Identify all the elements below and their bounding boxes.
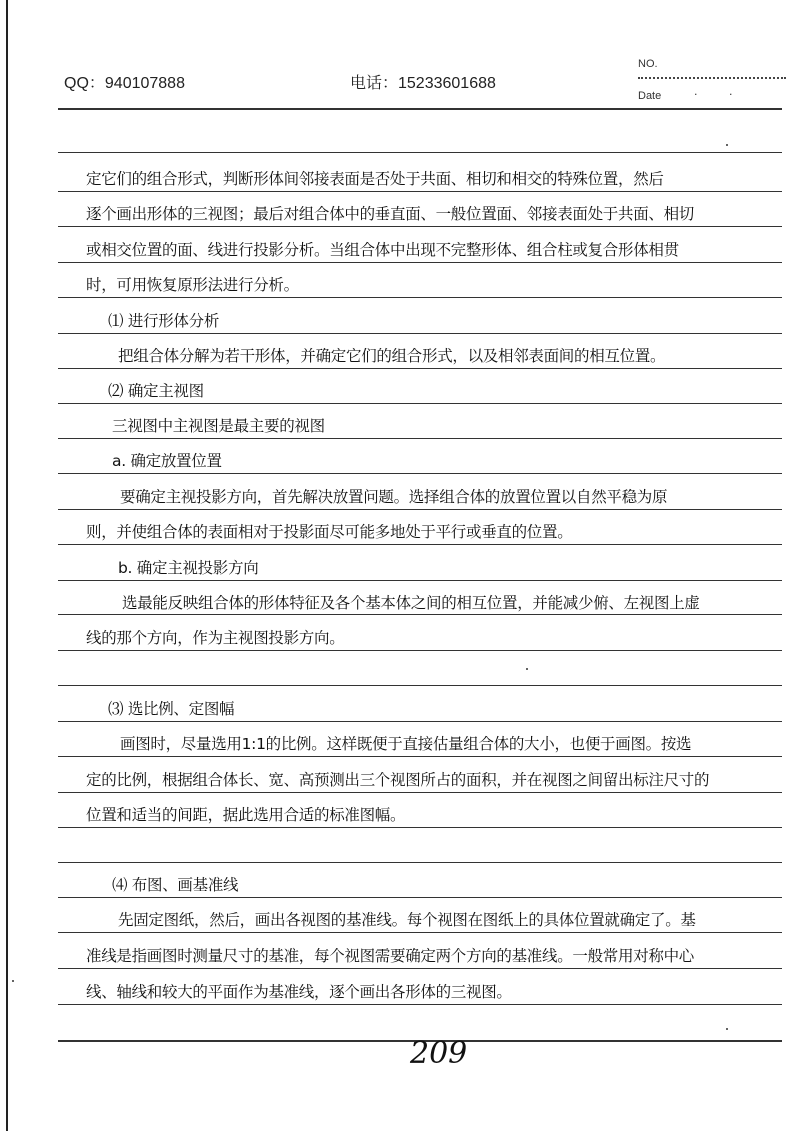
section-heading: ⑷ 布图、画基准线 <box>112 876 239 894</box>
ruled-line <box>58 897 782 898</box>
ruled-line <box>58 262 782 263</box>
ruled-line <box>58 862 782 863</box>
scan-speck <box>12 980 14 982</box>
text-line: 线的那个方向，作为主视图投影方向。 <box>86 629 345 647</box>
text-line: 时，可用恢复原形法进行分析。 <box>86 276 299 294</box>
ruled-line <box>58 792 782 793</box>
ruled-line <box>58 544 782 545</box>
text-line: 准线是指画图时测量尺寸的基准，每个视图需要确定两个方向的基准线。一般常用对称中心 <box>86 947 695 965</box>
text-line: 则，并使组合体的表面相对于投影面尽可能多地处于平行或垂直的位置。 <box>86 523 573 541</box>
section-heading: ⑶ 选比例、定图幅 <box>108 700 235 718</box>
text-line: 定它们的组合形式，判断形体间邻接表面是否处于共面、相切和相交的特殊位置，然后 <box>86 170 664 188</box>
subsection-heading: a. 确定放置位置 <box>112 452 222 470</box>
ruled-line <box>58 1004 782 1005</box>
phone-contact: 电话：15233601688 <box>350 75 496 92</box>
scan-speck <box>726 144 728 146</box>
ruled-line <box>58 152 782 153</box>
text-line: 定的比例，根据组合体长、宽、高预测出三个视图所占的面积，并在视图之间留出标注尺寸的 <box>86 771 710 789</box>
text-line: 把组合体分解为若干形体，并确定它们的组合形式，以及相邻表面间的相互位置。 <box>118 347 666 365</box>
ruled-line <box>58 438 782 439</box>
ruled-line <box>58 827 782 828</box>
no-label: NO. <box>638 58 658 70</box>
date-label: Date <box>638 90 662 102</box>
ruled-line <box>58 968 782 969</box>
page-number: 209 <box>410 1036 468 1071</box>
ruled-line <box>58 932 782 933</box>
scan-speck <box>726 1028 728 1030</box>
text-line: 先固定图纸，然后，画出各视图的基准线。每个视图在图纸上的具体位置就确定了。基 <box>118 911 696 929</box>
scan-speck <box>526 668 528 670</box>
date-field-dots: · · <box>694 88 747 101</box>
text-line: 或相交位置的面、线进行投影分析。当组合体中出现不完整形体、组合柱或复合形体相贯 <box>86 241 679 259</box>
text-line: 位置和适当的间距，据此选用合适的标准图幅。 <box>86 806 406 824</box>
ruled-line <box>58 473 782 474</box>
ruled-line <box>58 580 782 581</box>
ruled-line <box>58 509 782 510</box>
text-line: 线、轴线和较大的平面作为基准线，逐个画出各形体的三视图。 <box>86 983 512 1001</box>
text-line: 三视图中主视图是最主要的视图 <box>112 417 325 435</box>
no-field-line <box>638 77 786 79</box>
qq-contact: QQ：940107888 <box>64 75 185 92</box>
section-heading: ⑴ 进行形体分析 <box>108 312 220 330</box>
text-line: 要确定主视投影方向，首先解决放置问题。选择组合体的放置位置以自然平稳为原 <box>120 488 668 506</box>
ruled-line <box>58 614 782 615</box>
ruled-line <box>58 297 782 298</box>
text-line: 逐个画出形体的三视图；最后对组合体中的垂直面、一般位置面、邻接表面处于共面、相切 <box>86 205 695 223</box>
ruled-line <box>58 333 782 334</box>
ruled-line <box>58 685 782 686</box>
ruled-line <box>58 721 782 722</box>
ruled-line <box>58 191 782 192</box>
text-line: 画图时，尽量选用1:1的比例。这样既便于直接估量组合体的大小，也便于画图。按选 <box>120 735 692 753</box>
subsection-heading: b. 确定主视投影方向 <box>118 559 259 577</box>
section-heading: ⑵ 确定主视图 <box>108 382 204 400</box>
ruled-line <box>58 650 782 651</box>
ruled-line <box>58 226 782 227</box>
ruled-line <box>58 368 782 369</box>
ruled-line <box>58 403 782 404</box>
header-rule <box>58 108 782 110</box>
ruled-line <box>58 756 782 757</box>
text-line: 选最能反映组合体的形体特征及各个基本体之间的相互位置，并能减少俯、左视图上虚 <box>122 594 700 612</box>
binding-edge <box>6 0 8 1131</box>
